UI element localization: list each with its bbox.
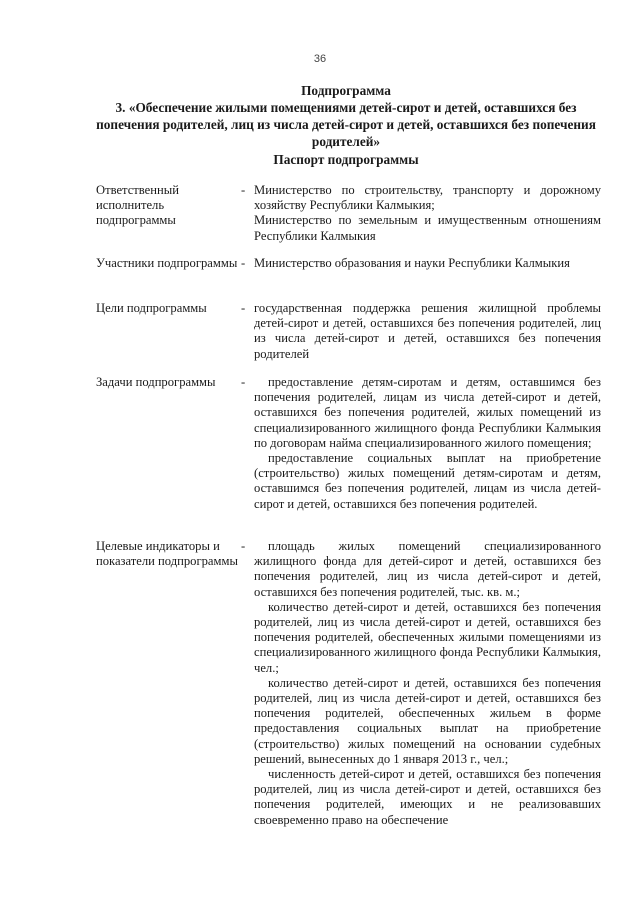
- heading-line: попечения родителей, лиц из числа детей-сирот и детей, оставшихся без попечения: [96, 117, 596, 132]
- page-number: 36: [313, 53, 327, 65]
- row-paragraph: количество детей-сирот и детей, оставшихся без попечения родителей, лиц из числа детей-сирот и детей, оставшихся без попечения родителей, обеспеченных жильем в форме предоставления социальных выплат на приобретение (строительство) жилых помещений на основании судебных решений, вынесенных до 1 января 2013 г., чел.;: [254, 675, 601, 766]
- heading-line: Подпрограмма: [301, 83, 391, 98]
- row-paragraph: государственная поддержка решения жилищной проблемы детей-сирот и детей, оставшихся без попечения родителей, лиц из числа детей-сирот и детей, оставшихся без попечения родителей: [254, 301, 601, 361]
- row-paragraph: Министерство образования и науки Республики Калмыкия: [254, 256, 570, 270]
- row-label: Ответственный исполнитель подпрограммы: [96, 183, 179, 228]
- row-content: [254, 539, 601, 828]
- row-paragraph: Министерство по строительству, транспорту и дорожному хозяйству Республики Калмыкия;: [254, 183, 601, 213]
- row-content: [254, 256, 601, 271]
- row-content: [254, 183, 601, 244]
- row-label: Задачи подпрограммы: [96, 375, 216, 389]
- row-paragraph: численность детей-сирот и детей, оставшихся без попечения родителей, лиц из числа детей-сирот и детей, оставшихся без попечения родителей, имеющих и не реализовавших своевременно право на обеспечение: [254, 767, 601, 827]
- subprogram-heading: [96, 82, 596, 150]
- row-paragraph: площадь жилых помещений специализированного жилищного фонда для детей-сирот и детей, оставшихся без попечения родителей, лиц из числа детей-сирот и детей, оставшихся без попечения родителей, тыс. кв. м.;: [254, 539, 601, 599]
- row-dash: -: [241, 539, 246, 553]
- row-content: [254, 301, 601, 362]
- row-paragraph: предоставление детям-сиротам и детям, оставшимся без попечения родителей, лицам из числа детей-сирот и детей, оставшихся без попечения родителей, жилых помещений из специализированного жилищного фонда Республики Калмыкия по договорам найма специализированного жилого помещения;: [254, 375, 601, 450]
- row-paragraph: количество детей-сирот и детей, оставшихся без попечения родителей, лиц из числа детей-сирот и детей, оставшихся без попечения родителей, обеспеченных жилыми помещениями из специализированного жилищного фонда Республики Калмыкия, чел.;: [254, 599, 601, 675]
- passport-title: Паспорт подпрограммы: [273, 152, 419, 167]
- row-paragraph: Министерство по земельным и имущественным отношениям Республики Калмыкия: [254, 213, 601, 243]
- row-label: Цели подпрограммы: [96, 301, 207, 315]
- row-label: Участники подпрограммы: [96, 256, 238, 270]
- heading-line: 3. «Обеспечение жилыми помещениями детей-сирот и детей, оставшихся без: [115, 100, 577, 115]
- row-dash: -: [241, 256, 246, 270]
- row-content: [254, 375, 601, 512]
- heading-line: родителей»: [311, 134, 381, 149]
- row-label: Целевые индикаторы и показатели подпрограммы: [96, 539, 238, 569]
- row-paragraph: предоставление социальных выплат на приобретение (строительство) жилых помещений детям-сиротам и детям, оставшимся без попечения родителей, лицам из числа детей-сирот и детей, оставшихся без попечения родителей.: [254, 451, 601, 511]
- row-dash: -: [241, 183, 246, 197]
- row-dash: -: [241, 375, 246, 389]
- row-dash: -: [241, 301, 246, 315]
